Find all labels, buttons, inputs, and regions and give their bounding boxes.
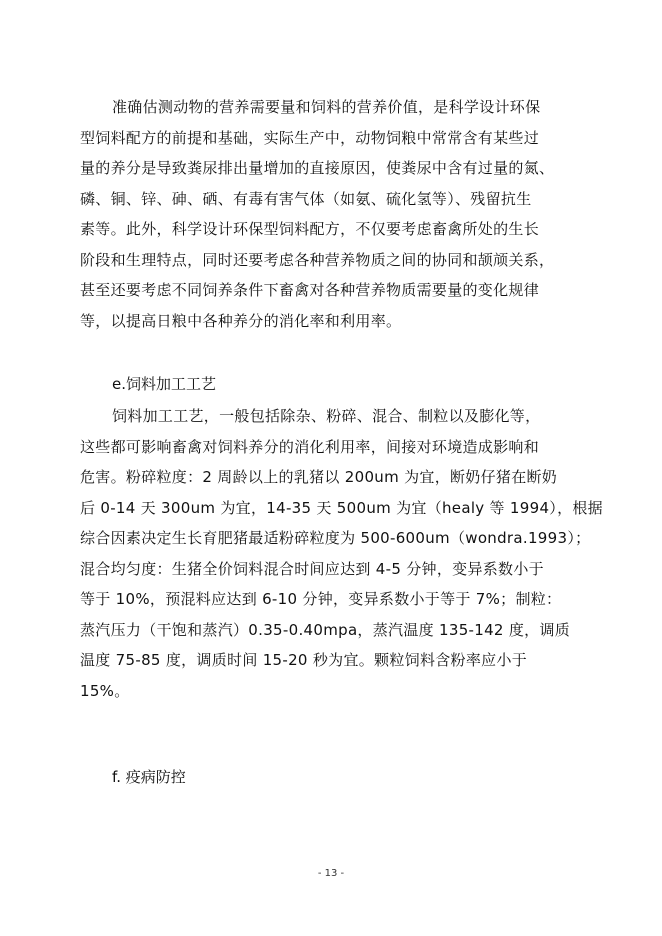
paragraph-line: 温度 75-85 度，调质时间 15-20 秒为宜。颗粒饲料含粉率应小于 <box>80 651 528 669</box>
paragraph-line: 饲料加工工艺，一般包括除杂、粉碎、混合、制粒以及膨化等， <box>112 407 541 425</box>
paragraph-line: 后 0-14 天 300um 为宜，14-35 天 500um 为宜（healy 等 1994），根据 <box>80 498 603 517</box>
paragraph-line: 量的养分是导致粪尿排出量增加的直接原因，使粪尿中含有过量的氮、 <box>80 159 555 177</box>
paragraph-line: 型饲料配方的前提和基础，实际生产中，动物饲粮中常常含有某些过 <box>80 128 540 147</box>
paragraph-line: 综合因素决定生长育肥猪最适粉碎粒度为 500-600um（wondra.1993）； <box>80 529 591 547</box>
page-number: - 13 - <box>317 868 345 879</box>
paragraph-line: 等于 10%，预混料应达到 6-10 分钟，变异系数小于等于 7%；制粒： <box>80 590 562 608</box>
section-heading-e: e.饲料加工工艺 <box>112 375 216 393</box>
paragraph-line: 蒸汽压力（干饱和蒸汽）0.35-0.40mpa，蒸汽温度 135-142 度，调质 <box>80 620 571 639</box>
paragraph-processing <box>80 401 603 706</box>
section-heading-f: f. 疫病防控 <box>112 768 186 786</box>
paragraph-line: 这些都可影响畜禽对饲料养分的消化利用率，间接对环境造成影响和 <box>80 437 540 456</box>
paragraph-line: 危害。粉碎粒度：2 周龄以上的乳猪以 200um 为宜，断奶仔猪在断奶 <box>80 468 558 486</box>
paragraph-line: 混合均匀度：生猪全价饲料混合时间应达到 4-5 分钟，变异系数小于 <box>80 559 544 578</box>
paragraph-line: 素等。此外，科学设计环保型饲料配方，不仅要考虑畜禽所处的生长 <box>80 220 540 238</box>
paragraph-line: 磷、铜、锌、砷、硒、有毒有害气体（如氨、硫化氢等）、残留抗生 <box>80 189 532 208</box>
paragraph-line: 等，以提高日粮中各种养分的消化率和利用率。 <box>80 311 402 330</box>
paragraph-line: 15%。 <box>80 681 130 700</box>
paragraph-nutrition <box>80 92 582 336</box>
paragraph-line: 准确估测动物的营养需要量和饲料的营养价值，是科学设计环保 <box>112 98 541 116</box>
paragraph-line: 甚至还要考虑不同饲养条件下畜禽对各种营养物质需要量的变化规律 <box>80 281 540 299</box>
paragraph-line: 阶段和生理特点，同时还要考虑各种营养物质之间的协同和颉颃关系， <box>80 250 555 269</box>
